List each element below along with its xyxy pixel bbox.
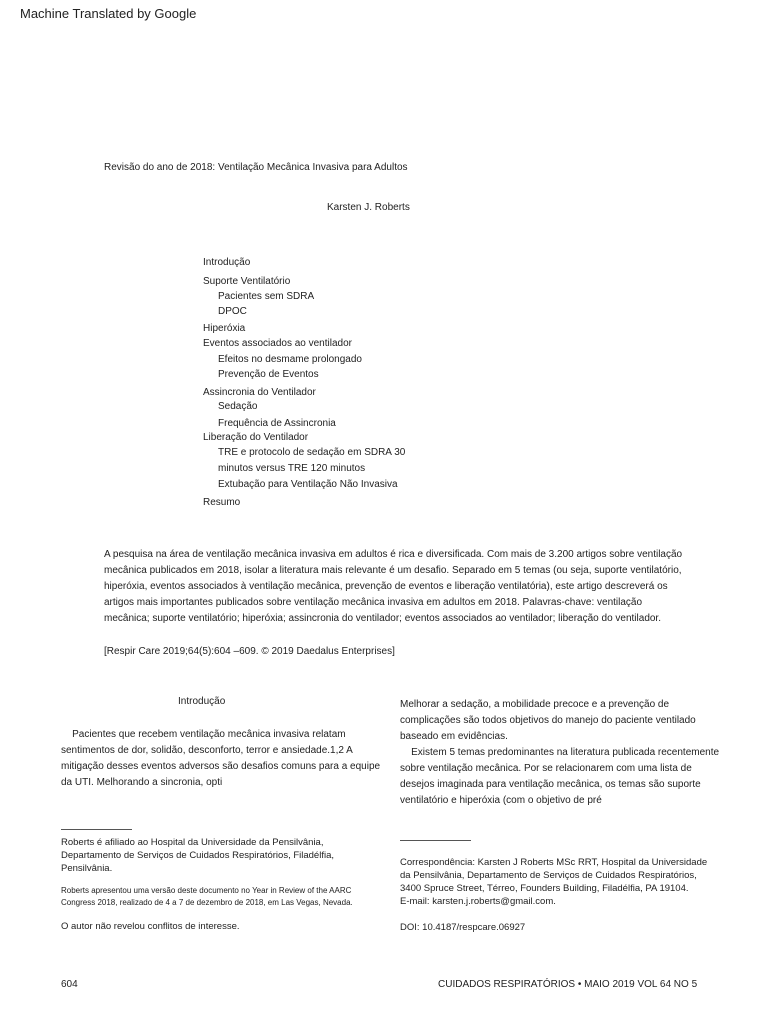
- body-line: Melhorar a sedação, a mobilidade precoce e a prevenção de: [400, 699, 670, 710]
- footnote-line: Congress 2018, realizado de 4 a 7 de dezembro de 2018, em Las Vegas, Nevada.: [61, 898, 353, 907]
- footnote-rule-left: [61, 829, 132, 830]
- email-link[interactable]: E-mail: karsten.j.roberts@gmail.com.: [400, 896, 556, 907]
- toc-item: Prevenção de Eventos: [218, 369, 319, 380]
- toc-item: DPOC: [218, 306, 247, 317]
- toc-item: Resumo: [203, 497, 241, 508]
- body-line: complicações são todos objetivos do manejo do paciente ventilado: [400, 715, 696, 726]
- article-title: Revisão do ano de 2018: Ventilação Mecânica Invasiva para Adultos: [104, 162, 408, 173]
- left-column-text: [61, 727, 380, 791]
- abstract-line: mecânica publicados em 2018, isolar a literatura mais relevante é um desafio. Separado em 5 temas (ou seja, suporte ventilatório,: [104, 565, 682, 576]
- body-line: Pacientes que recebem ventilação mecânica invasiva relatam: [61, 729, 346, 740]
- doi[interactable]: [400, 921, 525, 934]
- doi-text[interactable]: DOI: 10.4187/respcare.06927: [400, 922, 526, 933]
- abstract-line: hiperóxia, eventos associados à ventilação mecânica, prevenção de eventos e liberação ventilatória), este artigo descreverá os: [104, 581, 668, 592]
- abstract-line: artigos mais importantes publicados sobre ventilação mecânica invasiva em adultos em 2018. Palavras-chave: ventilação: [104, 597, 643, 608]
- body-line: desejos imaginada para ventilação mecânica, os temas são suporte: [400, 779, 701, 790]
- conflict-footnote: [61, 920, 240, 933]
- body-line: sobre ventilação mecânica. Por se relacionarem com uma lista de: [400, 763, 692, 774]
- presentation-footnote: [61, 885, 353, 909]
- body-line: ventilatório e hiperóxia (com o objetivo de pré: [400, 795, 602, 806]
- toc-item: Sedação: [218, 401, 258, 412]
- footnote-line: Roberts apresentou uma versão deste documento no Year in Review of the AARC: [61, 886, 352, 895]
- body-line: sentimentos de dor, solidão, desconforto, terror e ansiedade.1,2 A: [61, 745, 353, 756]
- article-author: Karsten J. Roberts: [327, 202, 410, 213]
- body-line: mitigação desses eventos adversos são desafios comuns para a equipe: [61, 761, 381, 772]
- toc-item: Efeitos no desmame prolongado: [218, 354, 362, 365]
- translation-banner: Machine Translated by Google: [20, 6, 197, 21]
- affiliation-footnote: [61, 836, 334, 875]
- correspondence-footnote: [400, 856, 707, 908]
- toc-item: Frequência de Assincronia: [218, 418, 336, 429]
- page-number: 604: [61, 979, 78, 990]
- toc-item: Introdução: [203, 257, 251, 268]
- body-line: da UTI. Melhorando a sincronia, opti: [61, 777, 223, 788]
- footnote-line: 3400 Spruce Street, Térreo, Founders Building, Filadélfia, PA 19104.: [400, 883, 689, 894]
- toc-item: Liberação do Ventilador: [203, 432, 309, 443]
- footnote-line: Roberts é afiliado ao Hospital da Universidade da Pensilvânia,: [61, 837, 324, 848]
- body-line: baseado em evidências.: [400, 731, 508, 742]
- intro-heading: Introdução: [178, 696, 226, 707]
- toc-item: TRE e protocolo de sedação em SDRA 30: [218, 447, 406, 458]
- right-column-text: [400, 697, 719, 809]
- abstract-line: mecânica; suporte ventilatório; hiperóxia; assincronia do ventilador; eventos associados ao ventilador; liberação do ventilador.: [104, 613, 661, 624]
- abstract-line: A pesquisa na área de ventilação mecânica invasiva em adultos é rica e diversificada. Com mais de 3.200 artigos sobre ventilação: [104, 549, 683, 560]
- citation: [Respir Care 2019;64(5):604 –609. © 2019 Daedalus Enterprises]: [104, 646, 395, 657]
- body-line: Existem 5 temas predominantes na literatura publicada recentemente: [400, 747, 720, 758]
- footnote-rule-right: [400, 840, 471, 841]
- footnote-line: Correspondência: Karsten J Roberts MSc RRT, Hospital da Universidade: [400, 857, 708, 868]
- abstract: [104, 547, 683, 627]
- toc-item: Extubação para Ventilação Não Invasiva: [218, 479, 398, 490]
- footnote-line: da Pensilvânia, Departamento de Serviços de Cuidados Respiratórios,: [400, 870, 697, 881]
- toc-item: Assincronia do Ventilador: [203, 387, 316, 398]
- toc-item: Suporte Ventilatório: [203, 276, 291, 287]
- toc-item: minutos versus TRE 120 minutos: [218, 463, 366, 474]
- journal-footer: CUIDADOS RESPIRATÓRIOS • MAIO 2019 VOL 64 NO 5: [438, 979, 698, 990]
- footnote-line: O autor não revelou conflitos de interesse.: [61, 921, 240, 932]
- toc-item: Eventos associados ao ventilador: [203, 338, 352, 349]
- footnote-line: Pensilvânia.: [61, 863, 113, 874]
- toc-item: Hiperóxia: [203, 323, 246, 334]
- footnote-line: Departamento de Serviços de Cuidados Respiratórios, Filadélfia,: [61, 850, 334, 861]
- toc-item: Pacientes sem SDRA: [218, 291, 315, 302]
